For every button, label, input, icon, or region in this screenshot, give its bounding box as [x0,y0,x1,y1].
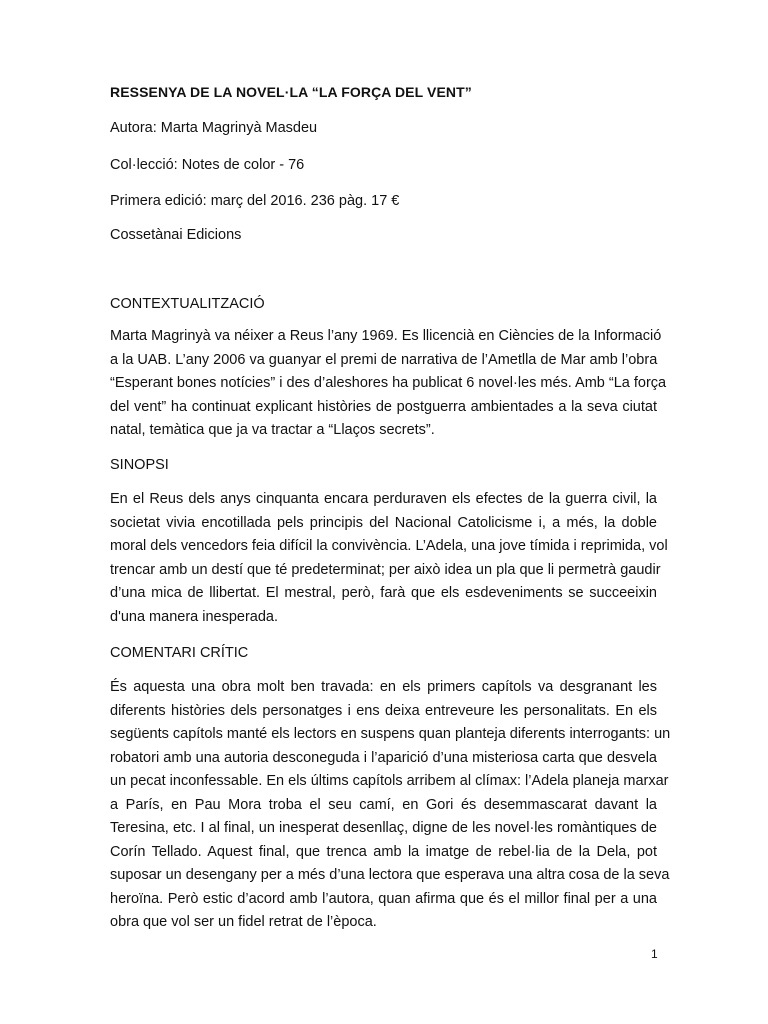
critic-paragraph [110,676,671,935]
paragraph-line: Marta Magrinyà va néixer a Reus l’any 1969. Es llicencià en Ciències de la Informació [110,328,662,344]
paragraph-line: a la UAB. L’any 2006 va guanyar el premi de narrativa de l’Ametlla de Mar amb l’obra [110,351,658,368]
paragraph-line: diferents històries dels personatges i ens deixa entreveure les personalitats. En els [110,702,657,719]
paragraph-line: Teresina, etc. I al final, un inesperat desenllaç, digne de les novel·les romàntiques de [110,820,657,836]
context-paragraph [110,325,667,443]
collection-line: Col·lecció: Notes de color - 76 [110,157,305,173]
paragraph-line: suposar un desengany per a més d’una lectora que esperava una altra cosa de la seva [110,867,670,883]
paragraph-line: trencar amb un destí que té predeterminat; per això idea un pla que li permetrà gaudir [110,561,661,578]
paragraph-line: del vent” ha continuat explicant històries de postguerra ambientades a la seva ciutat [110,398,657,415]
paragraph-line: És aquesta una obra molt ben travada: en els primers capítols va desgranant les [110,679,657,695]
page-number: 1 [651,947,658,961]
publisher-line: Cossetànai Edicions [110,227,242,243]
paragraph-line: d’una mica de llibertat. El mestral, però, farà que els esdeveniments se succeeixin [110,585,657,601]
section-heading-context: CONTEXTUALITZACIÓ [110,296,265,312]
section-heading-critic: COMENTARI CRÍTIC [110,645,249,661]
paragraph-line: d'una manera inesperada. [110,608,279,625]
paragraph-line: un pecat inconfessable. En els últims capítols arribem al clímax: l’Adela planeja marxar [110,773,669,789]
paragraph-line: següents capítols manté els lectors en suspens quan planteja diferents interrogants: un [110,726,671,742]
section-heading-synopsis: SINOPSI [110,457,169,473]
paragraph-line: “Esperant bones notícies” i des d’aleshores ha publicat 6 novel·les més. Amb “La força [110,375,667,391]
document-title: RESSENYA DE LA NOVEL·LA “LA FORÇA DEL VENT” [110,84,472,100]
paragraph-line: heroïna. Però estic d’acord amb l’autora, quan afirma que és el millor final per a una [110,890,657,907]
paragraph-line: En el Reus dels anys cinquanta encara perduraven els efectes de la guerra civil, la [110,491,657,507]
author-line: Autora: Marta Magrinyà Masdeu [110,120,318,136]
paragraph-line: natal, temàtica que ja va tractar a “Llaços secrets”. [110,422,435,438]
paragraph-line: Corín Tellado. Aquest final, que trenca amb la imatge de rebel·lia de la Dela, pot [110,843,657,860]
synopsis-paragraph [110,488,668,629]
edition-line: Primera edició: març del 2016. 236 pàg. 17 € [110,193,400,209]
paragraph-line: obra que vol ser un fidel retrat de l’època. [110,914,377,930]
paragraph-line: a París, en Pau Mora troba el seu camí, en Gori és desemmascarat davant la [110,796,657,813]
paragraph-line: societat vivia encotillada pels principis del Nacional Catolicisme i, a més, la doble [110,514,657,531]
paragraph-line: robatori amb una autoria desconeguda i l’aparició d’una misteriosa carta que desvela [110,749,657,766]
paragraph-line: moral dels vencedors feia difícil la convivència. L’Adela, una jove tímida i reprimida, vol [110,538,668,554]
